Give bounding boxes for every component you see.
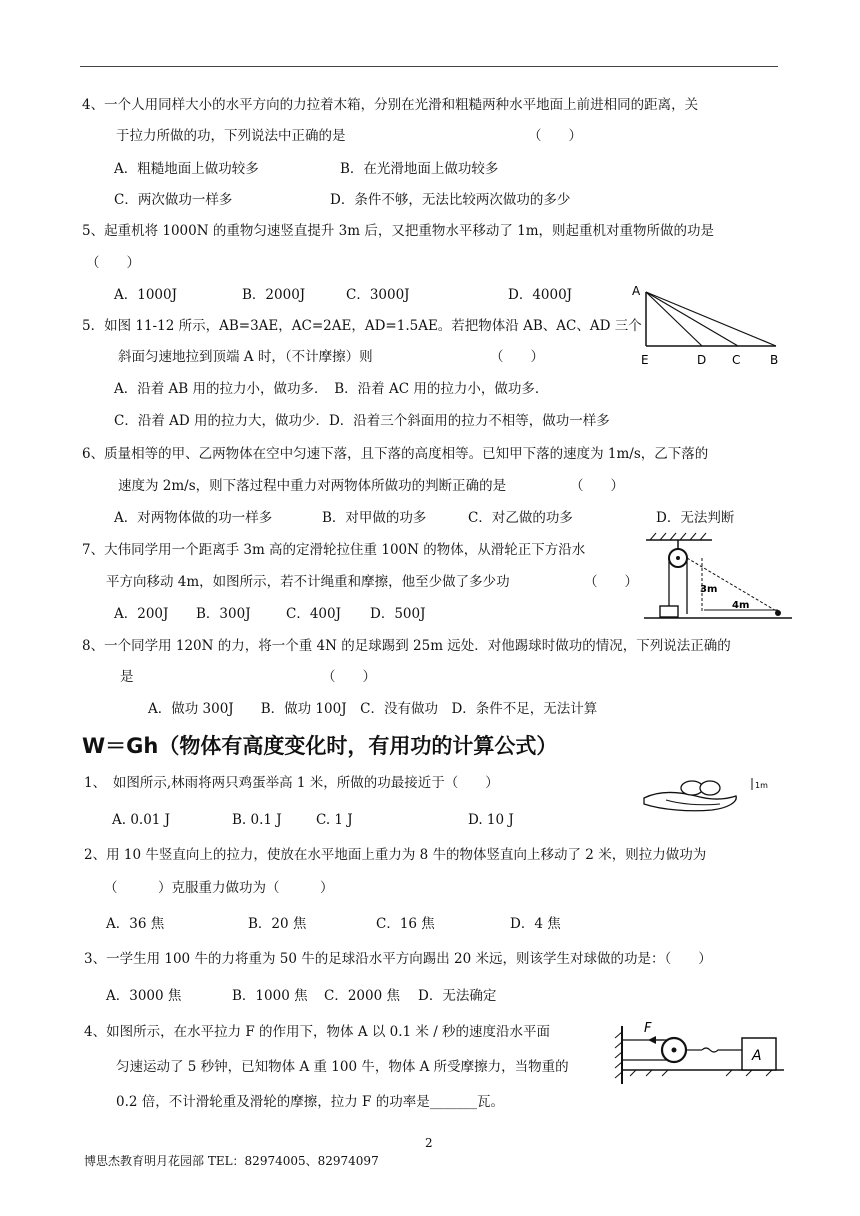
q4-line-2: 于拉力所做的功，下列说法中正确的是	[116, 128, 346, 144]
s3-option-a: A．3000 焦	[106, 988, 182, 1004]
q6-line-1: 6、质量相等的甲、乙两物体在空中匀速下落，且下落的高度相等。已知甲下落的速度为 1m/s，乙下落的	[82, 446, 709, 462]
q4-option-d: D．条件不够，无法比较两次做功的多少	[330, 192, 571, 208]
page-number: 2	[425, 1136, 433, 1150]
s2-option-b: B．20 焦	[248, 916, 307, 932]
header-rule	[80, 66, 778, 67]
s3-option-b: B．1000 焦	[232, 988, 308, 1004]
q5-option-b: B．2000J	[242, 287, 306, 303]
s3-line-1: 3、一学生用 100 牛的力将重为 50 牛的足球沿水平方向踢出 20 米远，则该学生对球做的功是：（ ）	[84, 951, 712, 967]
q5-option-c: C．3000J	[346, 287, 410, 303]
q5b-line-1: 5．如图 11-12 所示，AB=3AE，AC=2AE，AD=1.5AE。若把物体沿 AB、AC、AD 三个	[82, 318, 642, 334]
q6-option-b: B．对甲做的功多	[322, 510, 427, 526]
q6-option-c: C．对乙做的功多	[468, 510, 573, 526]
s4-line-2: 匀速运动了 5 秒钟，已知物体 A 重 100 牛，物体 A 所受摩擦力，当物重的	[116, 1059, 569, 1075]
s4-line-3: 0.2 倍，不计滑轮重及滑轮的摩擦，拉力 F 的功率是_______瓦。	[116, 1094, 504, 1110]
q4-option-b: B．在光滑地面上做功较多	[340, 161, 499, 177]
pulley-distance-label: 4m	[732, 600, 750, 611]
incline-label-a: A	[632, 284, 641, 298]
q5b-options-ab: A．沿着 AB 用的拉力小，做功多． B．沿着 AC 用的拉力小，做功多．	[114, 381, 549, 397]
q8-line-1: 8、一个同学用 120N 的力，将一个重 4N 的足球踢到 25m 远处．对他踢球时做功的情况，下列说法正确的	[82, 638, 731, 654]
q8-answer-paren: （ ）	[322, 669, 376, 685]
q5-line-1: 5、起重机将 1000N 的重物匀速竖直提升 3m 后，又把重物水平移动了 1m，则起重机对重物所做的功是	[82, 223, 714, 239]
q6-line-2: 速度为 2m/s，则下落过程中重力对两物体所做功的判断正确的是	[118, 478, 507, 494]
q6-option-d: D．无法判断	[656, 510, 735, 526]
s1-option-b: B. 0.1 J	[232, 812, 282, 828]
q5-option-d: D．4000J	[508, 287, 573, 303]
s3-option-d: D．无法确定	[418, 988, 497, 1004]
q8-line-2: 是	[120, 669, 134, 685]
incline-label-d: D	[697, 353, 707, 367]
incline-label-c: C	[732, 353, 741, 367]
q7-line-2: 平方向移动 4m，如图所示，若不计绳重和摩擦，他至少做了多少功	[106, 574, 510, 590]
q5b-options-cd: C．沿着 AD 用的拉力大，做功少．D．沿着三个斜面用的拉力不相等，做功一样多	[114, 413, 610, 429]
s2-line-2: （ ）克服重力做功为（ ）	[104, 880, 334, 896]
q7-option-d: D．500J	[370, 606, 426, 622]
pulley-height-label: 3m	[700, 584, 718, 595]
force-label-f: F	[644, 1021, 652, 1036]
q4-option-c: C．两次做功一样多	[114, 192, 233, 208]
q5-option-a: A．1000J	[114, 287, 178, 303]
incline-label-b: B	[770, 353, 779, 367]
s4-line-1: 4、如图所示，在水平拉力 F 的作用下，物体 A 以 0.1 米 / 秒的速度沿水平面	[84, 1024, 551, 1040]
q6-answer-paren: （ ）	[570, 478, 624, 494]
q7-option-b: B．300J	[196, 606, 251, 622]
s1-line-1: 1、 如图所示,林雨将两只鸡蛋举高 1 米，所做的功最接近于（ ）	[84, 775, 499, 791]
q4-option-a: A．粗糙地面上做功较多	[114, 161, 259, 177]
incline-figure	[628, 280, 788, 372]
s2-option-c: C．16 焦	[376, 916, 435, 932]
q7-option-a: A．200J	[114, 606, 169, 622]
s3-option-c: C．2000 焦	[324, 988, 400, 1004]
s1-option-d: D. 10 J	[468, 812, 514, 828]
s1-option-c: C. 1 J	[316, 812, 353, 828]
q7-answer-paren: （ ）	[584, 574, 638, 590]
q5b-line-2: 斜面匀速地拉到顶端 A 时，（不计摩擦）则	[118, 349, 373, 365]
block-label-a: A	[752, 1048, 762, 1064]
q4-answer-paren: （ ）	[528, 128, 582, 144]
incline-label-e: E	[641, 353, 649, 367]
q7-option-c: C．400J	[286, 606, 342, 622]
q5-line-2: （ ）	[86, 255, 140, 271]
footer-contact: 博思杰教育明月花园部 TEL：82974005、82974097	[84, 1154, 379, 1168]
s2-line-1: 2、用 10 牛竖直向上的拉力，使放在水平地面上重力为 8 牛的物体竖直向上移动了 2 米，则拉力做功为	[84, 847, 707, 863]
q5b-answer-paren: （ ）	[490, 349, 544, 365]
q7-line-1: 7、大伟同学用一个距离手 3m 高的定滑轮拉住重 100N 的物体，从滑轮正下方沿水	[82, 542, 586, 558]
q6-option-a: A．对两物体做的功一样多	[114, 510, 273, 526]
q4-line-1: 4、一个人用同样大小的水平方向的力拉着木箱，分别在光滑和粗糙两种水平地面上前进相同的距离，关	[82, 97, 699, 113]
s2-option-d: D．4 焦	[510, 916, 561, 932]
pulley-friction-figure	[612, 1018, 788, 1088]
section-heading: W＝Gh（物体有高度变化时，有用功的计算公式）	[82, 734, 558, 758]
q8-options: A．做功 300J B．做功 100J C．没有做功 D．条件不足，无法计算	[148, 701, 598, 717]
s1-option-a: A. 0.01 J	[112, 812, 171, 828]
s2-option-a: A．36 焦	[106, 916, 165, 932]
eggs-hand-figure	[640, 770, 770, 814]
eggs-height-label: 1m	[755, 781, 768, 790]
pulley-figure	[640, 530, 796, 622]
